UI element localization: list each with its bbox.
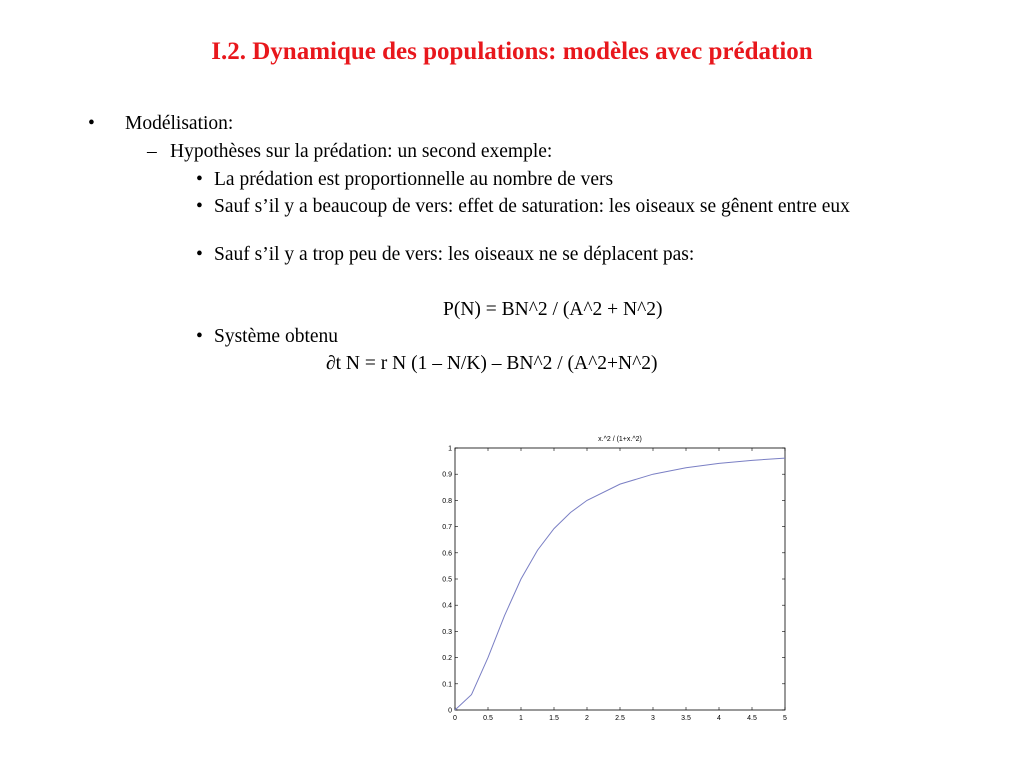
item-proportionnelle: La prédation est proportionnelle au nombre de vers	[214, 169, 614, 190]
y-tick-label: 1	[448, 445, 452, 453]
x-tick-label: 4	[717, 715, 721, 722]
item-modelisation: Modélisation:	[125, 113, 234, 134]
item-systeme: Système obtenu	[214, 326, 339, 347]
chart-title: x.^2 / (1+x.^2)	[598, 436, 642, 443]
item-saturation: Sauf s’il y a beaucoup de vers: effet de saturation: les oiseaux se gênent entre eux	[214, 196, 850, 217]
y-tick-label: 0.3	[442, 628, 452, 636]
x-tick-label: 5	[783, 715, 787, 722]
item-peu-de-vers: Sauf s’il y a trop peu de vers: les oiseaux ne se déplacent pas:	[214, 244, 695, 265]
y-tick-label: 0	[448, 707, 452, 715]
dash-level2: –	[147, 141, 157, 162]
bullet-level3-4: •	[196, 326, 203, 347]
equation-system: ∂t N = r N (1 – N/K) – BN^2 / (A^2+N^2)	[326, 353, 658, 374]
y-tick-label: 0.2	[442, 655, 452, 663]
bullet-level3-2: •	[196, 196, 203, 217]
saturation-chart	[420, 430, 800, 730]
x-tick-label: 3.5	[681, 715, 691, 722]
plot-area	[455, 448, 785, 710]
x-tick-label: 1.5	[549, 715, 559, 722]
bullet-level1: •	[88, 113, 95, 134]
bullet-level3-1: •	[196, 169, 203, 190]
y-tick-label: 0.9	[442, 471, 452, 479]
x-tick-label: 0	[453, 715, 457, 722]
bullet-level3-3: •	[196, 244, 203, 265]
x-tick-label: 3	[651, 715, 655, 722]
x-tick-label: 2.5	[615, 715, 625, 722]
x-tick-label: 0.5	[483, 715, 493, 722]
equation-predation: P(N) = BN^2 / (A^2 + N^2)	[443, 299, 663, 320]
x-tick-label: 4.5	[747, 715, 757, 722]
y-tick-label: 0.6	[442, 550, 452, 558]
slide-title: I.2. Dynamique des populations: modèles avec prédation	[211, 38, 813, 65]
y-tick-label: 0.1	[442, 681, 452, 689]
x-tick-label: 2	[585, 715, 589, 722]
y-tick-label: 0.5	[442, 576, 452, 584]
y-tick-label: 0.4	[442, 602, 452, 610]
y-tick-label: 0.7	[442, 524, 452, 532]
y-tick-label: 0.8	[442, 497, 452, 505]
item-hypotheses: Hypothèses sur la prédation: un second exemple:	[170, 141, 553, 162]
x-tick-label: 1	[519, 715, 523, 722]
